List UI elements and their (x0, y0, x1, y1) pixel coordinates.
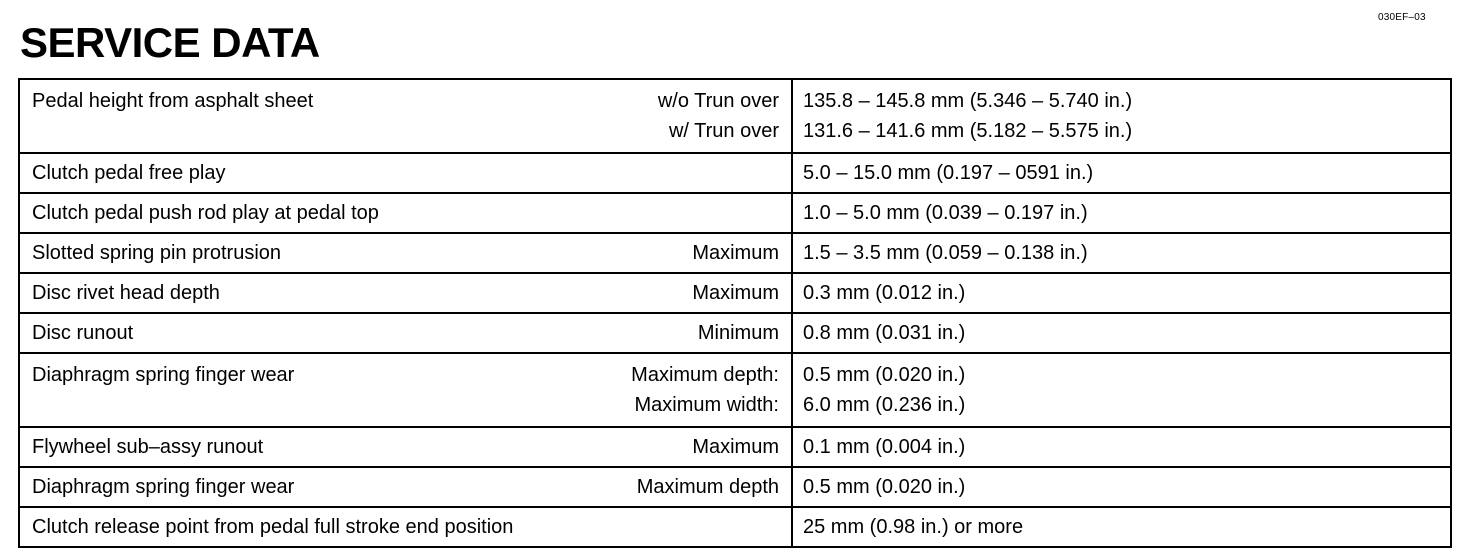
spec-value: 1.0 – 5.0 mm (0.039 – 0.197 in.) (803, 202, 1088, 224)
page-title: SERVICE DATA (20, 19, 320, 66)
table-row (19, 427, 1451, 467)
table-row (19, 353, 1451, 427)
item-label: Disc rivet head depth (32, 282, 220, 304)
item-cell (19, 79, 792, 153)
item-cell (19, 467, 792, 507)
table-row (19, 313, 1451, 353)
item-label: Flywheel sub–assy runout (32, 436, 264, 458)
item-cell (19, 313, 792, 353)
item-label: Diaphragm spring finger wear (32, 364, 295, 386)
value-cell (792, 79, 1451, 153)
spec-value: 25 mm (0.98 in.) or more (803, 516, 1024, 538)
item-label: Diaphragm spring finger wear (32, 476, 295, 498)
condition-label: Maximum (692, 436, 779, 458)
table-row (19, 273, 1451, 313)
service-data-table (18, 78, 1452, 548)
item-label: Disc runout (32, 322, 134, 344)
value-cell (792, 507, 1451, 547)
item-cell (19, 273, 792, 313)
item-cell (19, 507, 792, 547)
value-cell (792, 427, 1451, 467)
item-label: Pedal height from asphalt sheet (32, 90, 314, 112)
spec-value: 1.5 – 3.5 mm (0.059 – 0.138 in.) (803, 242, 1088, 264)
table-row (19, 467, 1451, 507)
item-cell (19, 353, 792, 427)
item-cell (19, 193, 792, 233)
value-cell (792, 313, 1451, 353)
spec-value: 0.1 mm (0.004 in.) (803, 436, 966, 458)
value-cell (792, 273, 1451, 313)
spec-value: 0.5 mm (0.020 in.) (803, 476, 966, 498)
table-row (19, 507, 1451, 547)
spec-value: 135.8 – 145.8 mm (5.346 – 5.740 in.) (803, 90, 1133, 112)
service-data-table-body (19, 79, 1451, 547)
value-cell (792, 467, 1451, 507)
spec-value: 131.6 – 141.6 mm (5.182 – 5.575 in.) (803, 120, 1133, 142)
table-row (19, 79, 1451, 153)
item-cell (19, 233, 792, 273)
condition-label: Maximum depth (636, 476, 779, 498)
spec-value: 0.3 mm (0.012 in.) (803, 282, 966, 304)
item-label: Slotted spring pin protrusion (32, 242, 282, 264)
value-cell (792, 353, 1451, 427)
spec-value: 6.0 mm (0.236 in.) (803, 394, 966, 416)
condition-label: Maximum depth: (631, 364, 779, 386)
condition-label: Maximum width: (634, 394, 779, 416)
value-cell (792, 153, 1451, 193)
spec-value: 5.0 – 15.0 mm (0.197 – 0591 in.) (803, 162, 1094, 184)
condition-label: Minimum (697, 322, 779, 344)
value-cell (792, 233, 1451, 273)
item-label: Clutch pedal push rod play at pedal top (32, 202, 379, 224)
table-row (19, 233, 1451, 273)
item-label: Clutch pedal free play (32, 162, 226, 184)
condition-label: Maximum (692, 282, 779, 304)
table-row (19, 153, 1451, 193)
condition-label: w/ Trun over (668, 120, 779, 142)
item-cell (19, 153, 792, 193)
item-cell (19, 427, 792, 467)
spec-value: 0.8 mm (0.031 in.) (803, 322, 966, 344)
value-cell (792, 193, 1451, 233)
spec-value: 0.5 mm (0.020 in.) (803, 364, 966, 386)
item-label: Clutch release point from pedal full stroke end position (32, 516, 514, 538)
condition-label: Maximum (692, 242, 779, 264)
document-code: 030EF–03 (1378, 12, 1426, 23)
condition-label: w/o Trun over (657, 90, 779, 112)
table-row (19, 193, 1451, 233)
